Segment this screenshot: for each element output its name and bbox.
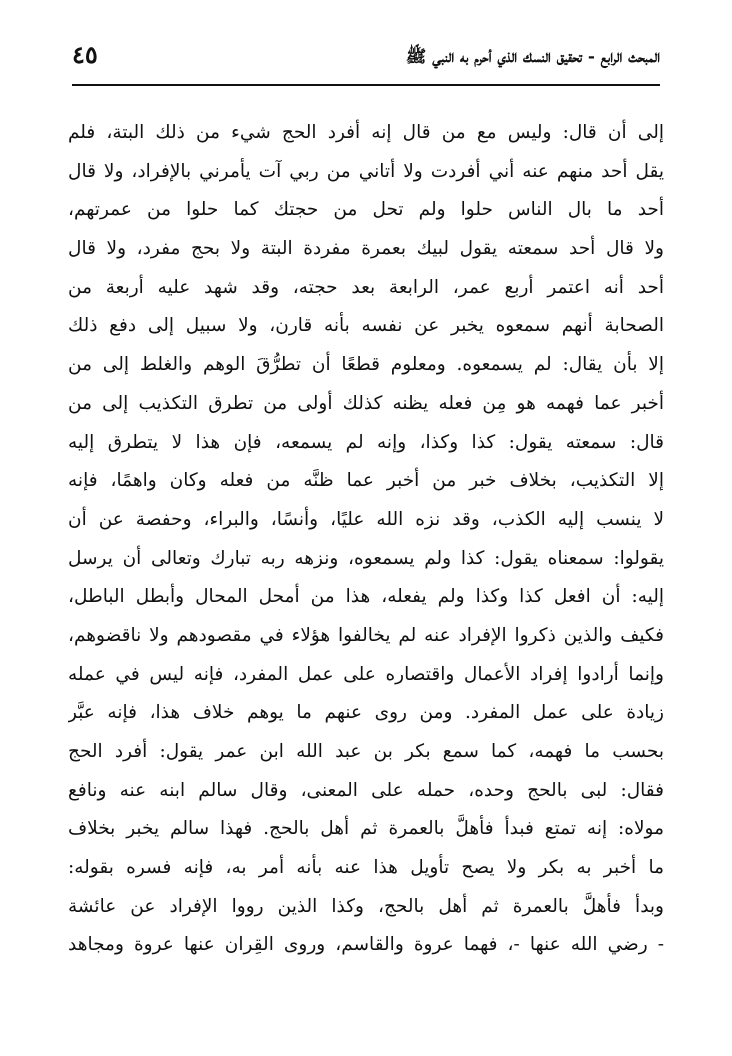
text-line: أخبر عما فهمه هو مِن فعله يظنه كذلك أولى من تطرق التكذيب إلى من [68, 392, 664, 414]
text-line: لا ينسب إليه الكذب، وقد نزه الله عليًا، وأنسًا، والبراء، وحفصة عن أن [68, 508, 664, 530]
page-number: ٤٥ [72, 40, 98, 69]
text-line: إليه: أن افعل كذا وكذا ولم يفعله، هذا من أمحل المحال وأبطل الباطل، [68, 586, 664, 608]
text-line: إلا التكذيب، بخلاف خبر من أخبر عما ظنَّه من فعله وكان واهمًا، فإنه [68, 470, 664, 492]
text-line: - رضي الله عنها -، فهما عروة والقاسم، وروى القِران عنها عروة ومجاهد [68, 934, 664, 956]
header-divider [72, 84, 660, 86]
text-line: يقولوا: سمعناه يقول: كذا ولم يسمعوه، ونزهه ربه تبارك وتعالى أن يرسل [68, 547, 664, 569]
text-line: أحد ما بال الناس حلوا ولم تحل من حجتك كما حلوا من عمرتهم، [68, 199, 664, 221]
text-line: إلى أن قال: وليس مع من قال إنه أفرد الحج شيء من ذلك البتة، فلم [68, 122, 664, 143]
text-line: مولاه: إنه تمتع فبدأ فأهلَّ بالعمرة ثم أهل بالحج. فهذا سالم يخبر بخلاف [68, 818, 664, 840]
text-line: وإنما أرادوا إفراد الأعمال واقتصاره على عمل المفرد، فإنه ليس في عمله [68, 663, 664, 685]
body-text [68, 114, 664, 965]
text-line: ما أخبر به بكر ولا يصح تأويل هذا عنه بأنه أمر به، فإنه فسره بقوله: [68, 857, 664, 879]
text-line: الصحابة أنهم سمعوه يخبر عن نفسه بأنه قارن، ولا سبيل إلى دفع ذلك [68, 315, 664, 337]
running-title: المبحث الرابع - تحقيق النسك الذي أحرم به النبي ﷺ [405, 47, 660, 67]
text-line: فقال: لبى بالحج وحده، حمله على المعنى، وقال سالم ابنه عنه ونافع [68, 779, 664, 801]
text-line: قال: سمعته يقول: كذا وكذا، وإنه لم يسمعه، فإن هذا لا يتطرق إليه [68, 431, 664, 453]
text-line: ولا قال أحد سمعته يقول لبيك بعمرة مفردة البتة ولا بحج مفرد، ولا قال [68, 238, 664, 260]
text-line: فكيف والذين ذكروا الإفراد عنه لم يخالفوا هؤلاء في مقصودهم ولا ناقضوهم، [68, 624, 664, 646]
page-header [72, 38, 660, 78]
text-line: يقل أحد منهم عنه أني أفردت ولا أتاني من ربي آت يأمرني بالإفراد، ولا قال [68, 160, 664, 182]
text-line: بحسب ما فهمه، كما سمع بكر بن عبد الله ابن عمر يقول: أفرد الحج [68, 741, 664, 762]
text-line: إلا بأن يقال: لم يسمعوه. ومعلوم قطعًا أن تطرُّقَ الوهم والغلط إلى من [68, 354, 664, 376]
text-line: وبدأ فأهلَّ بالعمرة ثم أهل بالحج، وكذا الذين رووا الإفراد عن عائشة [68, 895, 664, 917]
text-line: أحد أنه اعتمر أربع عمر، الرابعة بعد حجته، وقد شهد عليه أربعة من [68, 276, 664, 298]
text-line: زيادة على عمل المفرد. ومن روى عنهم ما يوهم خلاف هذا، فإنه عبَّر [68, 702, 664, 724]
